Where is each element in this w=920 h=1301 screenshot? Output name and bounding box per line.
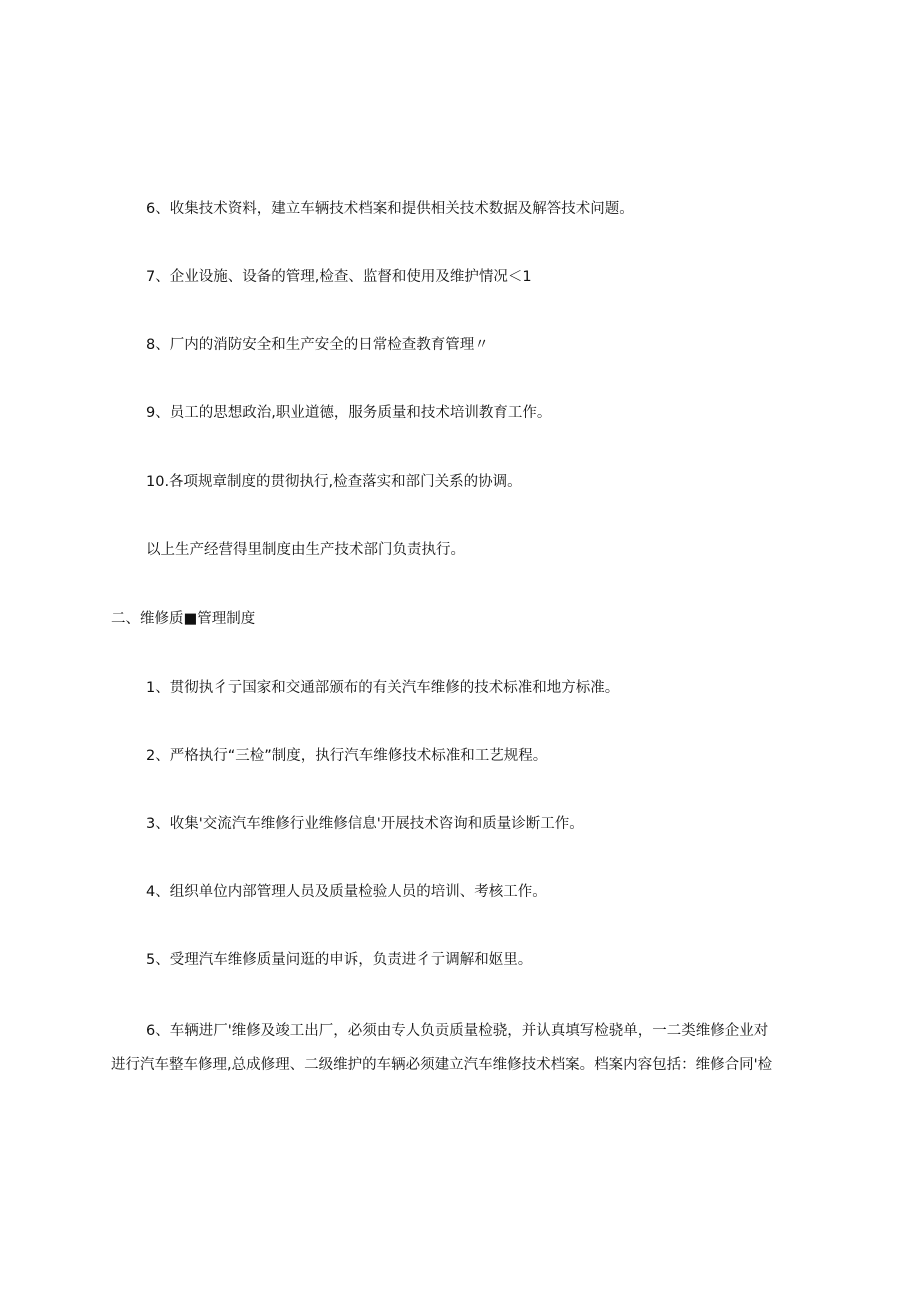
section-heading-quality: 二、维修质■管理制度 [111, 611, 256, 627]
production-item-10: 10.各项规章制度的贯彻执行,检查落实和部门关系的协调。 [146, 474, 522, 490]
quality-item-6-line-1: 6、车辆进厂'维修及竣工出厂，必须由专人负贡质量检骁，并认真填写检骁单，一二类维修企业对 [146, 1023, 769, 1039]
production-item-6: 6、收集技术资料，建立车辆技术档案和提供相关技术数据及解答技术问题。 [146, 201, 634, 217]
production-item-7: 7、企业设施、设备的管理,检查、监督和使用及维护情况＜1 [146, 269, 532, 285]
production-item-9: 9、员工的思想政治,职业道德，服务质量和技术培训教育工作。 [146, 405, 552, 421]
quality-item-6-line-2: 进行汽车整车修理,总成修理、二级维护的车辆必须建立汽车维修技术档案。档案内容包括：维修合同'检 [111, 1057, 773, 1073]
quality-item-3: 3、收集'交流汽车维修行业维修信息'开展技术咨询和质量诊断工作。 [146, 816, 584, 832]
production-summary: 以上生产经营得里制度由生产技术部门负责执行。 [146, 542, 465, 558]
quality-item-1: 1、贯彻执彳亍国家和交通部颁布的有关汽车维修的技术标准和地方标准。 [146, 680, 620, 696]
production-item-8: 8、厂内的消防安全和生产安全的日常检查教育管理〃 [146, 337, 489, 353]
quality-item-2: 2、严格执行“三检”制度，执行汽车维修技术标准和工艺规程。 [146, 748, 548, 764]
quality-item-4: 4、组织单位内部管理人员及质量检验人员的培训、考核工作。 [146, 884, 547, 900]
quality-item-5: 5、受理汽车维修质量问逛的申诉，负责进彳亍调解和妪里。 [146, 952, 533, 968]
quality-item-6-paragraph [111, 1014, 821, 1082]
